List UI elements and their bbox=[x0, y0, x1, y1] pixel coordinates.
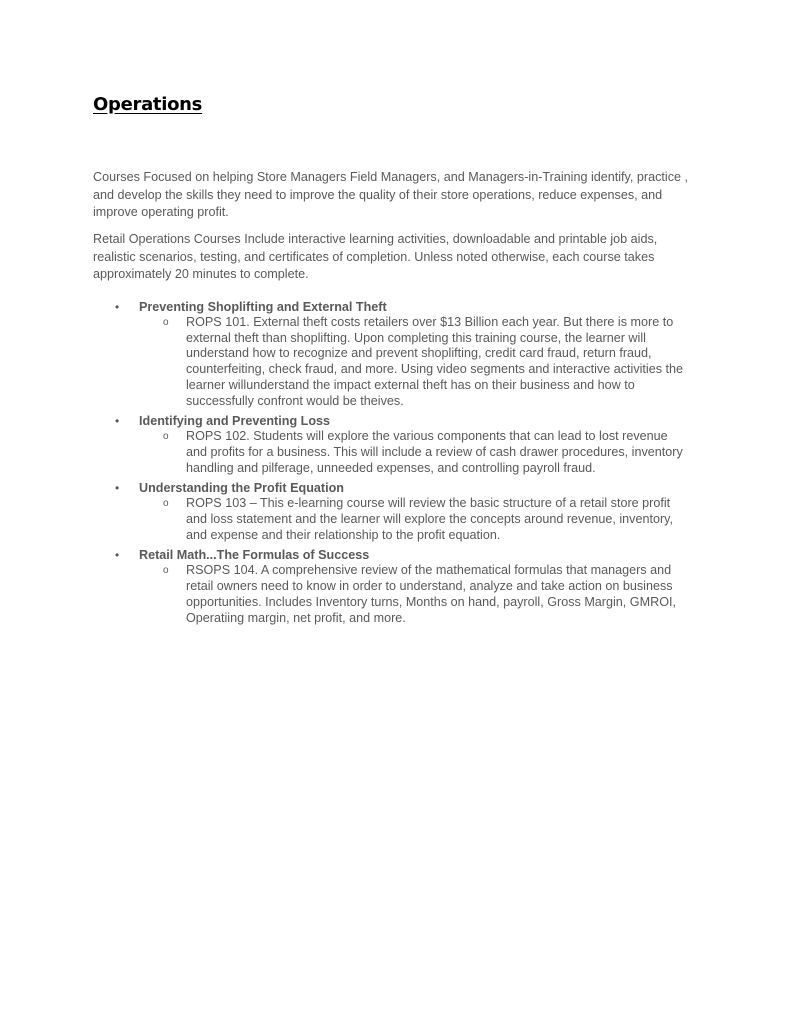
page-title: Operations bbox=[93, 94, 203, 115]
course-description: ROPS 101. External theft costs retailers over $13 Billion each year. But there is more to external theft than shoplifting. Upon completing this training course, the learner will understand how to recognize and prevent shoplifting, credit card fraud, return fraud, counterfeiting, check fraud, and more. Using video segments and interactive activities the learner willunderstand the impact external theft has on their business and how to successfully confront would be theives. bbox=[186, 315, 684, 408]
course-title: Retail Math...The Formulas of Success bbox=[139, 548, 370, 563]
bullet-circle-icon: o bbox=[163, 565, 169, 577]
course-sub-item bbox=[0, 496, 791, 543]
course-sub-item bbox=[0, 429, 791, 476]
bullet-circle-icon: o bbox=[163, 431, 169, 443]
course-item bbox=[0, 547, 791, 626]
intro-paragraph: Courses Focused on helping Store Managers Field Managers, and Managers-in-Training identify, practice , and develop the skills they need to improve the quality of their store operations, reduce expenses, and improve operating profit. bbox=[93, 170, 689, 219]
bullet-dot-icon: • bbox=[115, 414, 120, 429]
course-sub-item bbox=[0, 315, 791, 409]
course-list bbox=[0, 299, 791, 630]
bullet-dot-icon: • bbox=[115, 481, 120, 496]
course-description: ROPS 102. Students will explore the various components that can lead to lost revenue and profits for a business. This will include a review of cash drawer procedures, inventory handling and pilferage, unneeded expenses, and controlling payroll fraud. bbox=[186, 429, 683, 475]
intro-paragraph: Retail Operations Courses Include interactive learning activities, downloadable and printable job aids, realistic scenarios, testing, and certificates of completion. Unless noted otherwise, each course takes approximately 20 minutes to complete. bbox=[93, 232, 658, 281]
course-item bbox=[0, 413, 791, 476]
course-title: Identifying and Preventing Loss bbox=[139, 414, 331, 429]
course-description: ROPS 103 – This e-learning course will review the basic structure of a retail store profit and loss statement and the learner will explore the concepts around revenue, inventory, and expense and their relationship to the profit equation. bbox=[186, 496, 674, 542]
bullet-dot-icon: • bbox=[115, 300, 120, 314]
course-sub-item bbox=[0, 563, 791, 626]
bullet-circle-icon: o bbox=[163, 317, 169, 328]
bullet-circle-icon: o bbox=[163, 498, 169, 510]
course-description: RSOPS 104. A comprehensive review of the mathematical formulas that managers and retail owners need to know in order to understand, analyze and take action on business opportunities. Includes Inventory turns, Months on hand, payroll, Gross Margin, GMROI, Operatiing margin, net profit, and more. bbox=[186, 563, 676, 625]
course-title: Understanding the Profit Equation bbox=[139, 481, 344, 496]
bullet-dot-icon: • bbox=[115, 548, 120, 563]
course-item bbox=[0, 299, 791, 409]
course-title: Preventing Shoplifting and External Theft bbox=[139, 300, 387, 314]
course-item bbox=[0, 480, 791, 543]
